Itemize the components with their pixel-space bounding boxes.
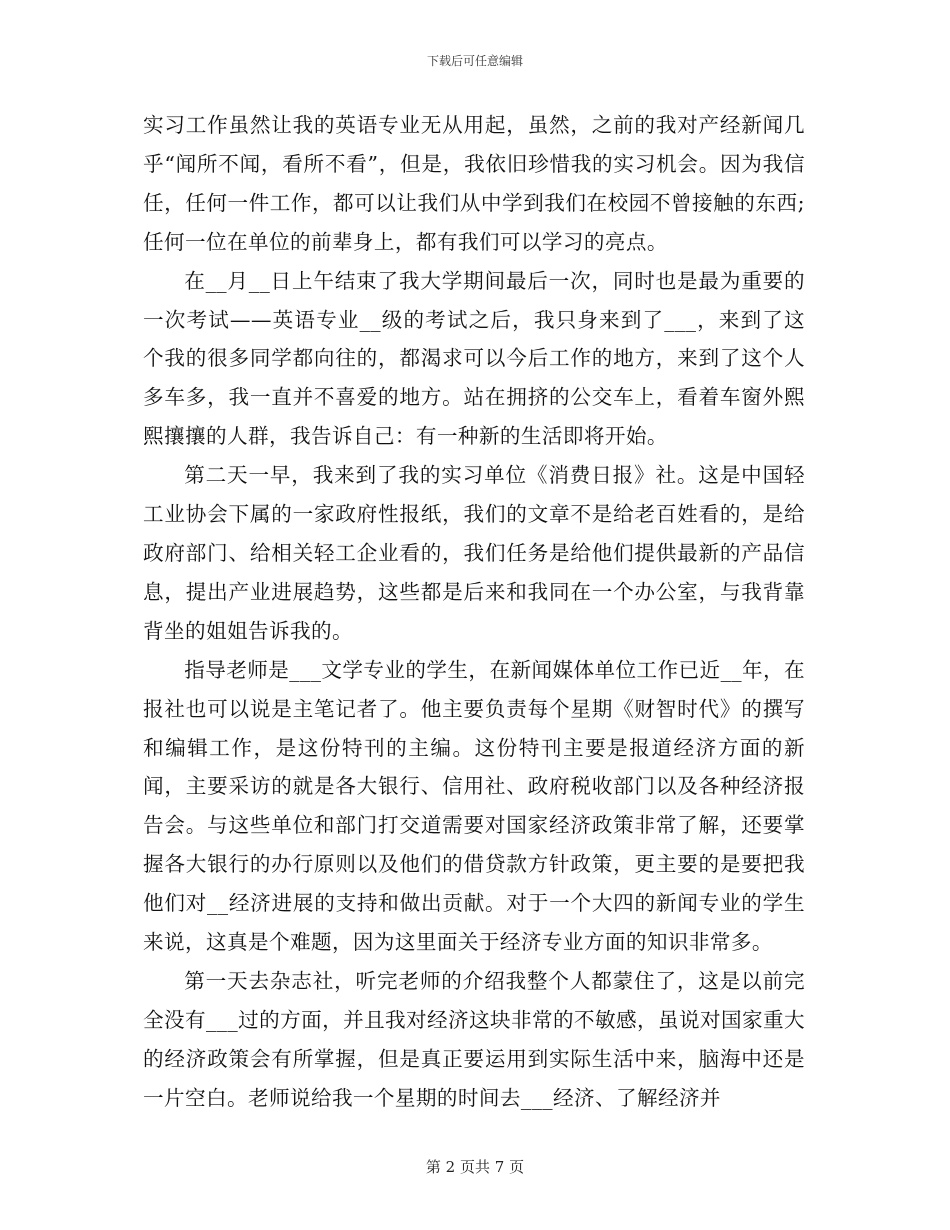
page-number-footer: 第 2 页共 7 页	[425, 1158, 525, 1176]
paragraph-5: 第一天去杂志社，听完老师的介绍我整个人都蒙住了，这是以前完全没有___过的方面，并且我对经济这块非常的不敏感，虽说对国家重大的经济政策会有所掌握，但是真正要运用到实际生活中来，脑海中还是一片空白。老师说给我一个星期的时间去___经济、了解经济并	[143, 968, 805, 1110]
paragraph-2: 在__月__日上午结束了我大学期间最后一次，同时也是最为重要的一次考试——英语专业__级的考试之后，我只身来到了___，来到了这个我的很多同学都向往的，都渴求可以今后工作的地方，来到了这个人多车多，我一直并不喜爱的地方。站在拥挤的公交车上，看着车窗外熙熙攘攘的人群，我告诉自己：有一种新的生活即将开始。	[143, 268, 805, 449]
paragraph-3: 第二天一早，我来到了我的实习单位《消费日报》社。这是中国轻工业协会下属的一家政府性报纸，我们的文章不是给老百姓看的，是给政府部门、给相关轻工企业看的，我们任务是给他们提供最新的产品信息，提出产业进展趋势，这些都是后来和我同在一个办公室，与我背靠背坐的姐姐告诉我的。	[143, 463, 805, 643]
page-header: 下载后可任意编辑	[426, 54, 523, 68]
document-body	[143, 106, 805, 1118]
paragraph-1: 实习工作虽然让我的英语专业无从用起，虽然，之前的我对产经新闻几乎“闻所不闻，看所不看”，但是，我依旧珍惜我的实习机会。因为我信任，任何一件工作，都可以让我们从中学到我们在校园不曾接触的东西;任何一位在单位的前辈身上，都有我们可以学习的亮点。	[143, 113, 805, 254]
paragraph-4: 指导老师是___文学专业的学生，在新闻媒体单位工作已近__年，在报社也可以说是主笔记者了。他主要负责每个星期《财智时代》的撰写和编辑工作，是这份特刊的主编。这份特刊主要是报道经济方面的新闻，主要采访的就是各大银行、信用社、政府税收部门以及各种经济报告会。与这些单位和部门打交道需要对国家经济政策非常了解，还要掌握各大银行的办行原则以及他们的借贷款方针政策，更主要的是要把我他们对__经济进展的支持和做出贡献。对于一个大四的新闻专业的学生来说，这真是个难题，因为这里面关于经济专业方面的知识非常多。	[143, 657, 806, 955]
